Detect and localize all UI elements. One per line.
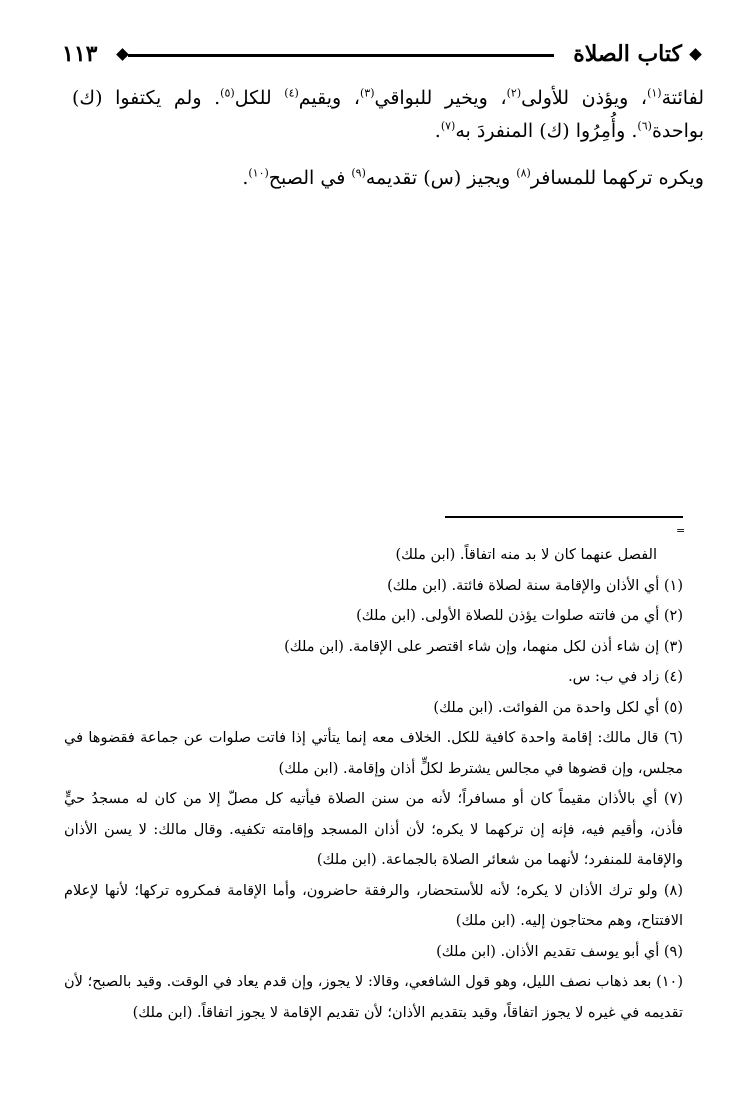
footnote (64, 662, 683, 693)
text-segment: ويجيز (س) تقديمه (365, 167, 517, 189)
footnote-source: (ابن ملك) (455, 913, 516, 929)
footnote-source: (ابن ملك) (356, 608, 416, 624)
footnote-source: (ابن ملك) (284, 638, 344, 655)
header-rule (128, 54, 554, 57)
text-segment: ، ويقيم (298, 87, 360, 109)
footnote-source: (ابن ملك) (436, 943, 496, 960)
footnote-ref: (١) (647, 86, 662, 100)
footnote-separator-mark: = (676, 524, 686, 537)
footnote (64, 876, 683, 937)
footnote-source: (ابن ملك) (278, 760, 339, 777)
footnote-number: (٣) (659, 638, 683, 655)
footnote (64, 723, 683, 784)
footnote-number: (٩) (659, 943, 683, 960)
footnote-ref: (٩) (351, 166, 366, 180)
footnote-number: (٤) (659, 669, 683, 685)
footnote-text: أي أبو يوسف تقديم الأذان. (500, 943, 660, 960)
footnote-source: (ابن ملك) (395, 547, 456, 563)
footnote (64, 693, 683, 724)
diamond-ornament-left (116, 48, 129, 61)
footnote-text: قال مالك: إقامة واحدة كافية للكل. الخلاف معه إنما يتأتي إذا فاتت صلوات عن جماعة فقضوها في مجلس، وإن قضوها في مجالس يشترط لكلٍّ أذان وإقامة. (64, 730, 683, 777)
footnote-text: أي من فاتته صلوات يؤذن للصلاة الأولى. (420, 608, 660, 624)
footnote-ref: (٦) (637, 119, 652, 133)
text-segment: في الصبح (268, 167, 352, 189)
footnote-text: أي لكل واحدة من الفوائت. (497, 699, 660, 716)
footnote-source: (ابن ملك) (132, 1004, 193, 1021)
chapter-title: كتاب الصلاة (573, 41, 682, 67)
diamond-ornament-right (689, 48, 702, 61)
footnote-ref: (٤) (284, 86, 299, 100)
footnote-text: إن شاء أذن لكل منهما، وإن شاء اقتصر على الإقامة. (348, 638, 660, 655)
footnote-number: (٢) (659, 608, 683, 624)
text-segment: . وأُمِرُوا (ك) المنفردَ به (455, 120, 638, 142)
footnote-ref: (٨) (516, 166, 531, 180)
text-segment: لفائتة (661, 87, 704, 109)
footnote-source: (ابن ملك) (316, 852, 377, 868)
footnote-text: بعد ذهاب نصف الليل، وهو قول الشافعي، وقالا: لا يجوز، وإن قدم يعاد في الوقت. وقيد بالصبح؛ لأن تقديمه في غيره لا يجوز اتفاقاً، وقيد بتقديم الأذان؛ لأن تقديم الإقامة لا يجوز اتفاقاً. (64, 974, 683, 1021)
text-segment: ، ويؤذن للأولى (521, 87, 648, 109)
footnote (64, 632, 683, 663)
text-segment: . (242, 167, 249, 189)
footnote-ref: (٣) (359, 86, 375, 100)
footnote-ref: (٥) (220, 86, 235, 100)
text-segment: . ولم يكتفوا (ك) بواحدة (72, 87, 704, 142)
text-segment: ويكره تركهما للمسافر (530, 167, 704, 189)
footnote-number: (٧) (657, 791, 683, 807)
footnote-text: زاد في ب: س. (568, 669, 660, 685)
footnote (64, 937, 683, 968)
footnote-text: أي بالأذان مقيماً كان أو مسافراً؛ لأنه من سنن الصلاة فيأتيه كل مصلّ إلا من كان له مسجدُ حيٍّ فأذن، وأقيم فيه، فإنه إن تركهما لا يكره؛ لأن أذان المسجد وإقامته تكفيه. وقال مالك: لا يسن الأذان والإقامة للمنفرد؛ لأنهما من شعائر الصلاة بالجماعة. (64, 791, 683, 868)
footnote-number: (٨) (657, 882, 683, 899)
footnote-number: (٦) (658, 730, 683, 746)
text-segment: للكل (234, 87, 285, 109)
footnote-ref: (٢) (506, 86, 522, 100)
footnotes (64, 540, 683, 1028)
footnote-source: (ابن ملك) (387, 577, 447, 594)
footnote-ref: (٧) (440, 119, 456, 133)
footnote-separator (445, 516, 683, 518)
footnote (64, 540, 683, 571)
footnote-number: (١) (659, 577, 683, 594)
footnote-text: الفصل عنهما كان لا بد منه اتفاقاً. (459, 547, 657, 563)
footnote (64, 967, 683, 1028)
footnote (64, 571, 683, 602)
main-paragraph-2 (72, 162, 704, 195)
footnote (64, 601, 683, 632)
text-segment: . (434, 120, 441, 142)
footnote-source: (ابن ملك) (433, 699, 494, 716)
main-paragraph-1 (72, 82, 704, 148)
footnote-number: (١٠) (651, 974, 683, 990)
footnote-ref: (١٠) (248, 166, 269, 180)
footnote-text: أي الأذان والإقامة سنة لصلاة فائتة. (451, 577, 660, 594)
main-text (72, 82, 704, 195)
footnote-number: (٥) (659, 699, 683, 716)
footnote (64, 784, 683, 876)
page-number: ١١٣ (62, 41, 98, 67)
running-header (62, 38, 704, 72)
text-segment: ، ويخير للبواقي (374, 87, 507, 109)
footnote-text: ولو ترك الأذان لا يكره؛ لأنه للأستحضار، والرفقة حاضرون، وأما الإقامة فمكروه تركها؛ لأنها لإعلام الافتتاح، وهم محتاجون إليه. (64, 882, 683, 929)
